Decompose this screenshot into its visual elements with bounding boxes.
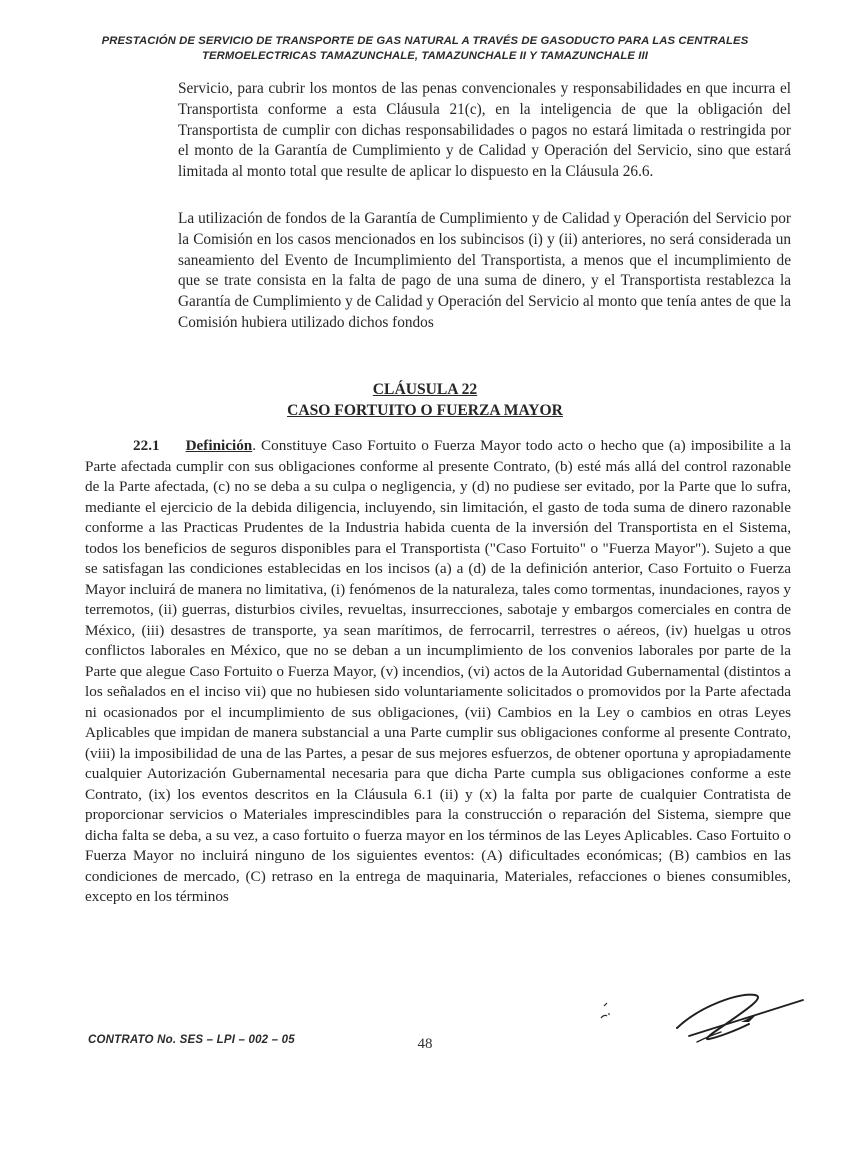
clause-number: 22.1 bbox=[133, 437, 160, 454]
clause-term: Definición bbox=[185, 437, 253, 454]
clause-text: . Constituye Caso Fortuito o Fuerza Mayor todo acto o hecho que (a) imposibilite a la Parte afectada cumplir con sus obligaciones conforme al presente Contrato, (b) esté más allá del control razonable de la Parte afectada, (c) no se deba a su culpa o negligencia, y (d) no pudiese ser evitado, por la Parte que lo sufra, mediante el ejercicio de la debida diligencia, incluyendo, sin limitación, el gasto de toda suma de dinero razonable conforme a las Practicas Prudentes de la Industria habida cuenta de la inversión del Transportista en el Sistema, todos los beneficios de seguros disponibles para el Transportista ("Caso Fortuito" o "Fuerza Mayor"). Sujeto a que se satisfagan las condiciones establecidas en los incisos (a) a (d) de la definición anterior, Caso Fortuito o Fuerza Mayor incluirá de manera no limitativa, (i) fenómenos de la naturaleza, tales como tormentas, inundaciones, rayos y terremotos, (ii) guerras, disturbios civiles, revueltas, insurrecciones, sabotaje y embargos comerciales en contra de México, (iii) desastres de transporte, ya sean marítimos, de ferrocarril, terrestres o aéreos, (iv) huelgas u otros conflictos laborales en México, que no se deban a un incumplimiento de los convenios laborales por parte de la Parte que alegue Caso Fortuito o Fuerza Mayor, (v) incendios, (vi) actos de la Autoridad Gubernamental (distintos a los señalados en el inciso vii) que no hubiesen sido voluntariamente solicitados o promovidos por la Parte afectada ni ocasionados por el incumplimiento de sus obligaciones, (vii) Cambios en la Ley o cambios en otras Leyes Aplicables que impidan de manera substancial a una Parte cumplir sus obligaciones conforme al presente Contrato, (viii) la imposibilidad de una de las Partes, a pesar de sus mejores esfuerzos, de obtener oportuna y apropiadamente cualquier Autorización Gubernamental necesaria para que dicha Parte cumpla sus obligaciones conforme a este Contrato, (ix) los eventos descritos en la Cláusula 6.1 (ii) y (x) la falta por parte de cualquier Contratista de proporcionar servicios o Materiales imprescindibles para la construcción o reparación del Sistema, siempre que dicha falta se deba, a su vez, a caso fortuito o fuerza mayor en los términos de las Leyes Aplicables. Caso Fortuito o Fuerza Mayor no incluirá ninguno de los siguientes eventos: (A) dificultades económicas; (B) cambios en las condiciones de mercado, (C) retraso en la entrega de maquinaria, Materiales, refacciones o bienes consumibles, excepto en los términos bbox=[85, 437, 791, 905]
clause-heading-number: CLÁUSULA 22 bbox=[372, 381, 478, 398]
footer-contract-number: CONTRATO No. SES – LPI – 002 – 05 bbox=[88, 1034, 295, 1046]
intro-paragraph-1: Servicio, para cubrir los montos de las penas convencionales y responsabilidades en que incurra el Transportista conforme a esta Cláusula 21(c), en la inteligencia de que la obligación del Transportista de cumplir con dichas responsabilidades o pagos no estará limitada o restringida por el monto de la Garantía de Cumplimiento y de Calidad y Operación del Servicio, sino que estará limitada al monto total que resulte de aplicar lo dispuesto en la Cláusula 26.6. bbox=[178, 80, 791, 181]
header-line-2: TERMOELECTRICAS TAMAZUNCHALE, TAMAZUNCHALE II Y TAMAZUNCHALE III bbox=[202, 49, 648, 62]
clause-heading-title: CASO FORTUITO O FUERZA MAYOR bbox=[287, 402, 563, 419]
document-header bbox=[60, 34, 790, 63]
clause-22-1-paragraph bbox=[85, 436, 791, 908]
intro-paragraph-2: La utilización de fondos de la Garantía de Cumplimiento y de Calidad y Operación del Servicio por la Comisión en los casos mencionados en los subincisos (i) y (ii) anteriores, no será considerada un saneamiento del Evento de Incumplimiento del Transportista, a menos que el incumplimiento de que se trate consista en la falta de pago de una suma de dinero, y el Transportista restablezca la Garantía de Cumplimiento y de Calidad y Operación del Servicio al monto que tenía antes de que la Comisión hubiera utilizado dichos fondos bbox=[178, 210, 791, 331]
handwritten-mark bbox=[598, 1002, 622, 1029]
signature-scribble bbox=[645, 988, 810, 1055]
page-number: 48 bbox=[417, 1036, 433, 1052]
clause-heading bbox=[0, 379, 850, 421]
header-line-1: PRESTACIÓN DE SERVICIO DE TRANSPORTE DE GAS NATURAL A TRAVÉS DE GASODUCTO PARA LAS CENTRALES bbox=[101, 35, 749, 47]
